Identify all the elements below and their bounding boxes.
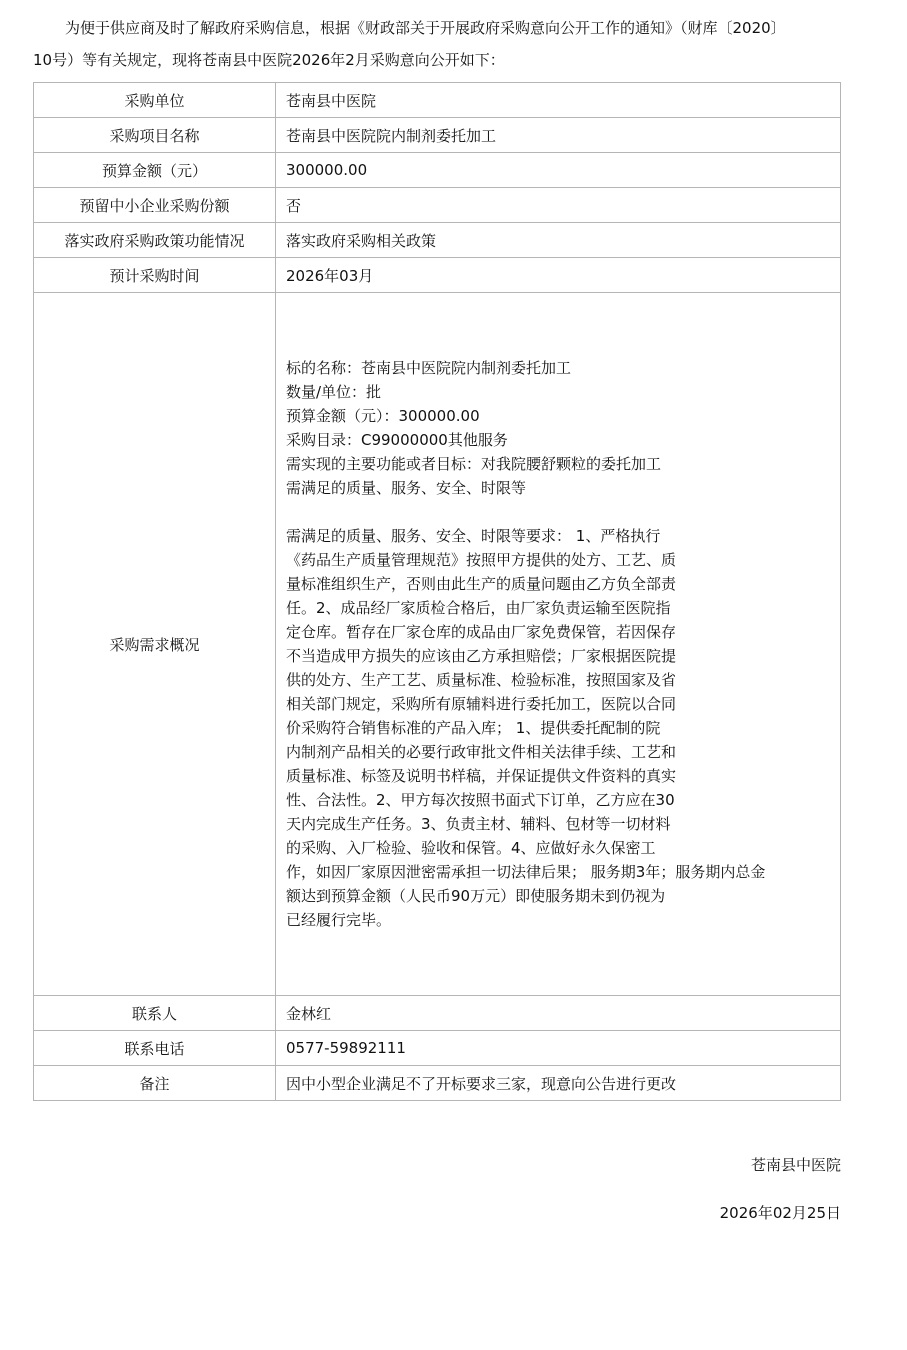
requirement-details [286,524,766,932]
requirement-line: 采购目录：C99000000其他服务 [286,431,508,449]
requirement-line: 需实现的主要功能或者目标：对我院腰舒颗粒的委托加工 [286,455,662,473]
row-value: 金林红 [276,996,841,1031]
requirement-detail-line: 任。2、成品经厂家质检合格后，由厂家负责运输至医院指 [286,599,671,617]
requirement-detail-line: 性、合法性。2、甲方每次按照书面式下订单，乙方应在30 [286,791,675,809]
spacer [286,500,706,524]
requirement-detail-line: 定仓库。暂存在厂家仓库的成品由厂家免费保管，若因保存 [286,623,677,641]
requirement-detail-line: 的采购、入厂检验、验收和保管。4、应做好永久保密工 [286,839,656,857]
requirements-text [286,356,766,932]
requirements-row [34,293,841,996]
footer-organization: 苍南县中医院 [750,1156,841,1174]
requirement-detail-line: 内制剂产品相关的必要行政审批文件相关法律手续、工艺和 [286,743,677,761]
intro-line-2: 10号）等有关规定，现将苍南县中医院2026年2月采购意向公开如下： [33,51,505,69]
requirement-detail-line: 作，如因厂家原因泄密需承担一切法律后果； 服务期3年；服务期内总金 [286,863,766,881]
table-row [34,83,841,118]
requirement-detail-line: 质量标准、标签及说明书样稿，并保证提供文件资料的真实 [286,767,677,785]
table-row [34,258,841,293]
requirement-detail-line: 相关部门规定，采购所有原辅料进行委托加工，医院以合同 [286,695,677,713]
row-value: 落实政府采购相关政策 [276,223,841,258]
requirement-detail-line: 价采购符合销售标准的产品入库； 1、提供委托配制的院 [286,719,661,737]
row-value: 因中小型企业满足不了开标要求三家，现意向公告进行更改 [276,1066,841,1101]
requirement-detail-line: 量标准组织生产，否则由此生产的质量问题由乙方负全部责 [286,575,677,593]
procurement-intent-table [33,82,841,1101]
row-value: 2026年03月 [276,258,841,293]
requirements-label: 采购需求概况 [34,293,276,996]
row-label: 预计采购时间 [34,258,276,293]
row-label: 预算金额（元） [34,153,276,188]
requirement-detail-line: 需满足的质量、服务、安全、时限等要求： 1、严格执行 [286,527,661,545]
row-value: 0577-59892111 [276,1031,841,1066]
requirement-detail-line: 供的处方、生产工艺、质量标准、检验标准，按照国家及省 [286,671,677,689]
table-row [34,153,841,188]
row-label: 采购项目名称 [34,118,276,153]
row-label: 联系电话 [34,1031,276,1066]
table-row [34,1031,841,1066]
requirement-detail-line: 不当造成甲方损失的应该由乙方承担赔偿；厂家根据医院提 [286,647,677,665]
row-value: 苍南县中医院 [276,83,841,118]
table-row [34,188,841,223]
requirements-cell [276,293,841,996]
row-value: 300000.00 [276,153,841,188]
table-row [34,996,841,1031]
row-label: 备注 [34,1066,276,1101]
row-value: 否 [276,188,841,223]
requirement-detail-line: 已经履行完毕。 [286,911,392,929]
requirement-detail-line: 《药品生产质量管理规范》按照甲方提供的处方、工艺、质 [286,551,677,569]
requirement-line: 预算金额（元）：300000.00 [286,407,480,425]
row-label: 联系人 [34,996,276,1031]
requirement-line: 需满足的质量、服务、安全、时限等 [286,479,527,497]
table-row [34,118,841,153]
row-label: 预留中小企业采购份额 [34,188,276,223]
row-label: 落实政府采购政策功能情况 [34,223,276,258]
row-label: 采购单位 [34,83,276,118]
requirement-detail-line: 额达到预算金额（人民币90万元）即使服务期未到仍视为 [286,887,666,905]
table-row [34,1066,841,1101]
requirement-detail-line: 天内完成生产任务。3、负责主材、辅料、包材等一切材料 [286,815,671,833]
table-row [34,223,841,258]
intro-paragraph [33,12,841,76]
requirement-line: 数量/单位：批 [286,383,382,401]
intro-line-1: 为便于供应商及时了解政府采购信息，根据《财政部关于开展政府采购意向公开工作的通知》（财库〔2020〕 [65,19,786,37]
row-value: 苍南县中医院院内制剂委托加工 [276,118,841,153]
requirement-line: 标的名称：苍南县中医院院内制剂委托加工 [286,359,572,377]
footer-date: 2026年02月25日 [719,1204,841,1222]
